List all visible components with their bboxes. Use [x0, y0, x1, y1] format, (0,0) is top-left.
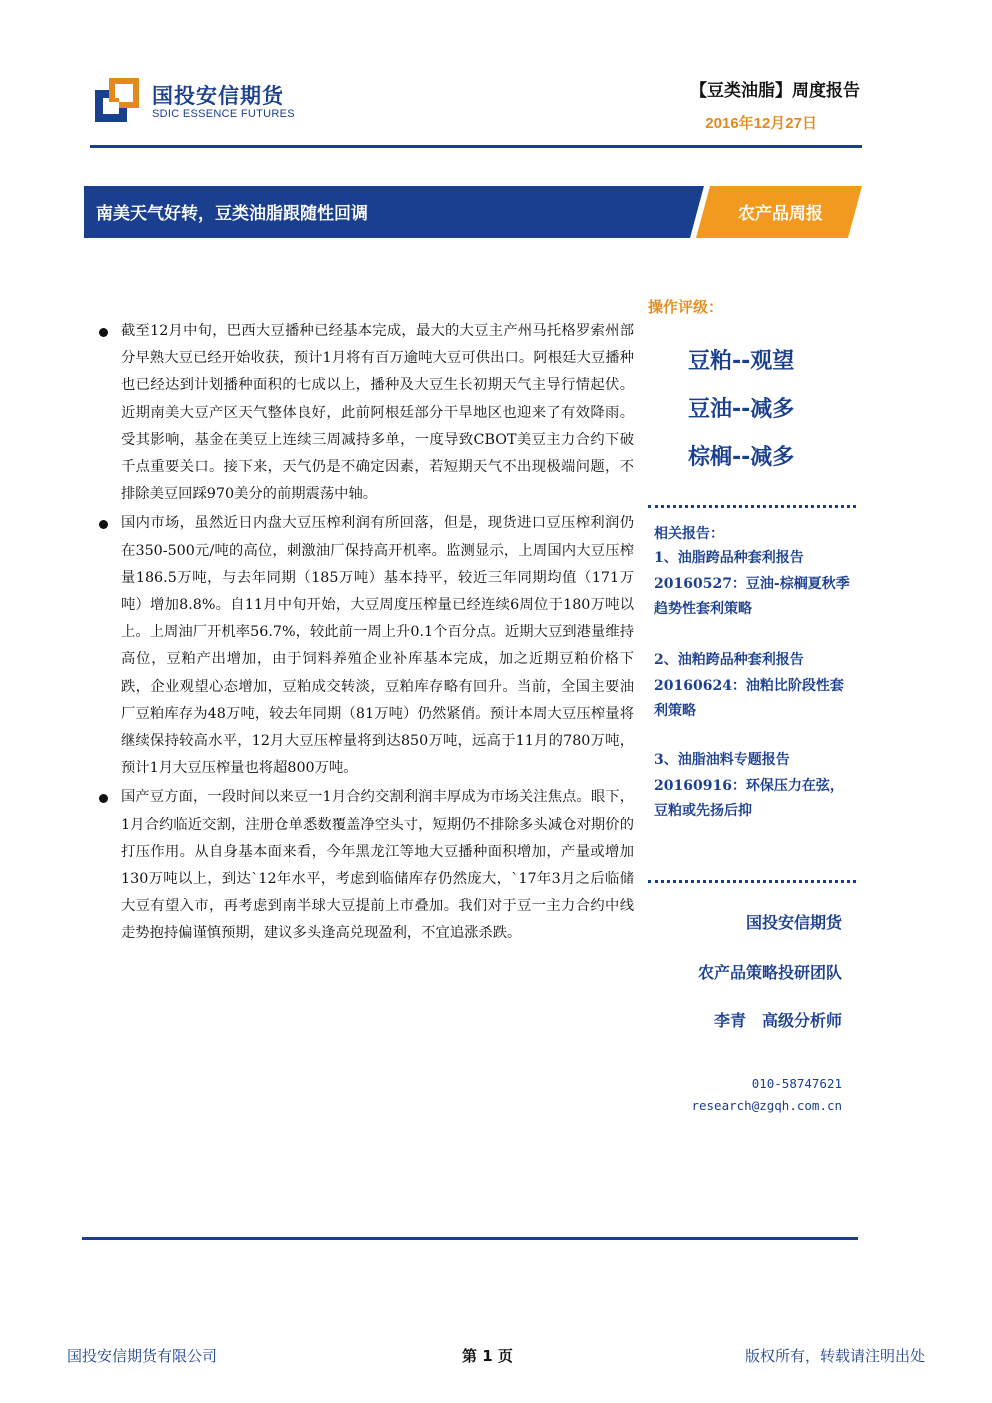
- rating-soymeal: 豆粕--观望: [688, 349, 795, 374]
- logo-name-cn: 国投安信期货: [152, 84, 284, 108]
- rating-soyoil: 豆油--减多: [688, 397, 795, 422]
- paragraph-text: 国产豆方面，一段时间以来豆一1月合约交割利润丰厚成为市场关注焦点。眼下，1月合约临近交割，注册仓单悉数覆盖净空头寸，短期仍不排除多头减仓对期价的打压作用。从自身基本面来看，今年黑龙江等地大豆播种面积增加，产量或增加130万吨以上，到达`12年水平，考虑到临储库存仍然庞大，`17年3月之后临储大豆有望入市，再考虑到南半球大豆提前上市叠加。我们对于豆一主力合约中线走势抱持偏谨慎预期，建议多头逢高兑现盈利，不宜追涨杀跌。: [121, 789, 634, 942]
- paragraph: [96, 318, 634, 508]
- logo-name-en: SDIC ESSENCE FUTURES: [152, 108, 295, 120]
- paragraph-text: 截至12月中旬，巴西大豆播种已经基本完成，最大的大豆主产州马托格罗索州部分早熟大豆已经开始收获，预计1月将有百万逾吨大豆可供出口。阿根廷大豆播种也已经达到计划播种面积的七成以上，播种及大豆生长初期天气主导行情起伏。近期南美大豆产区天气整体良好，此前阿根廷部分干旱地区也迎来了有效降雨。受其影响，基金在美豆上连续三周减持多单，一度导致CBOT美豆主力合约下破千点重要关口。接下来，天气仍是不确定因素，若短期天气不出现极端问题，不排除美豆回踩970美分的前期震荡中轴。: [121, 323, 634, 503]
- category-label: 农产品周报: [738, 204, 823, 224]
- related-report-link[interactable]: 3、油脂油料专题报告20160916：环保压力在弦，豆粕或先扬后抑: [654, 752, 844, 819]
- paragraph: [96, 784, 634, 947]
- related-report-link[interactable]: 1、油脂跨品种套利报告20160527：豆油-棕榈夏秋季趋势性套利策略: [654, 550, 850, 617]
- sidebar-divider: [648, 880, 856, 883]
- footer-company: 国投安信期货有限公司: [67, 1347, 218, 1365]
- rating-palm: 棕榈--减多: [688, 445, 795, 470]
- report-body: [96, 318, 634, 950]
- related-reports-title: 相关报告：: [654, 526, 724, 542]
- team-name: 农产品策略投研团队: [697, 963, 842, 982]
- bullet-icon: [99, 794, 108, 803]
- copyright-notice: 版权所有，转载请注明出处: [744, 1347, 925, 1365]
- report-type: 【豆类油脂】周度报告: [690, 81, 860, 101]
- page-number: 第 1 页: [462, 1347, 513, 1365]
- company-logo-icon: [95, 78, 139, 122]
- header-divider: [90, 145, 862, 148]
- related-report-link[interactable]: 2、油粕跨品种套利报告20160624：油粕比阶段性套利策略: [654, 652, 844, 719]
- paragraph-text: 国内市场，虽然近日内盘大豆压榨利润有所回落，但是，现货进口豆压榨利润仍在350-500元/吨的高位，刺激油厂保持高开机率。监测显示，上周国内大豆压榨量186.5万吨，与去年同期（185万吨）基本持平，较近三年同期均值（171万吨）增加8.8%。自11月中旬开始，大豆周度压榨量已经连续6周位于180万吨以上。上周油厂开机率56.7%，较此前一周上升0.1个百分点。近期大豆到港量维持高位，豆粕产出增加，由于饲料养殖企业补库基本完成，加之近期豆粕价格下跌，企业观望心态增加，豆粕成交转淡，豆粕库存略有回升。当前，全国主要油厂豆粕库存为48万吨，较去年同期（81万吨）仍然紧俏。预计本周大豆压榨量将继续保持较高水平，12月大豆压榨量将到达850万吨，远高于11月的780万吨，预计1月大豆压榨量也将超800万吨。: [121, 515, 634, 777]
- sidebar-divider: [648, 505, 856, 508]
- rating-label: 操作评级：: [648, 298, 724, 316]
- paragraph: [96, 510, 634, 782]
- company-name: 国投安信期货: [745, 913, 842, 932]
- contact-email[interactable]: research@zgqh.com.cn: [691, 1098, 842, 1113]
- bullet-icon: [99, 328, 108, 337]
- footer-divider: [82, 1237, 858, 1240]
- analyst-name: 李青 高级分析师: [713, 1011, 842, 1030]
- bullet-icon: [99, 520, 108, 529]
- contact-phone: 010-58747621: [751, 1076, 842, 1091]
- report-title: 南美天气好转，豆类油脂跟随性回调: [96, 204, 368, 224]
- report-date: 2016年12月27日: [705, 115, 817, 132]
